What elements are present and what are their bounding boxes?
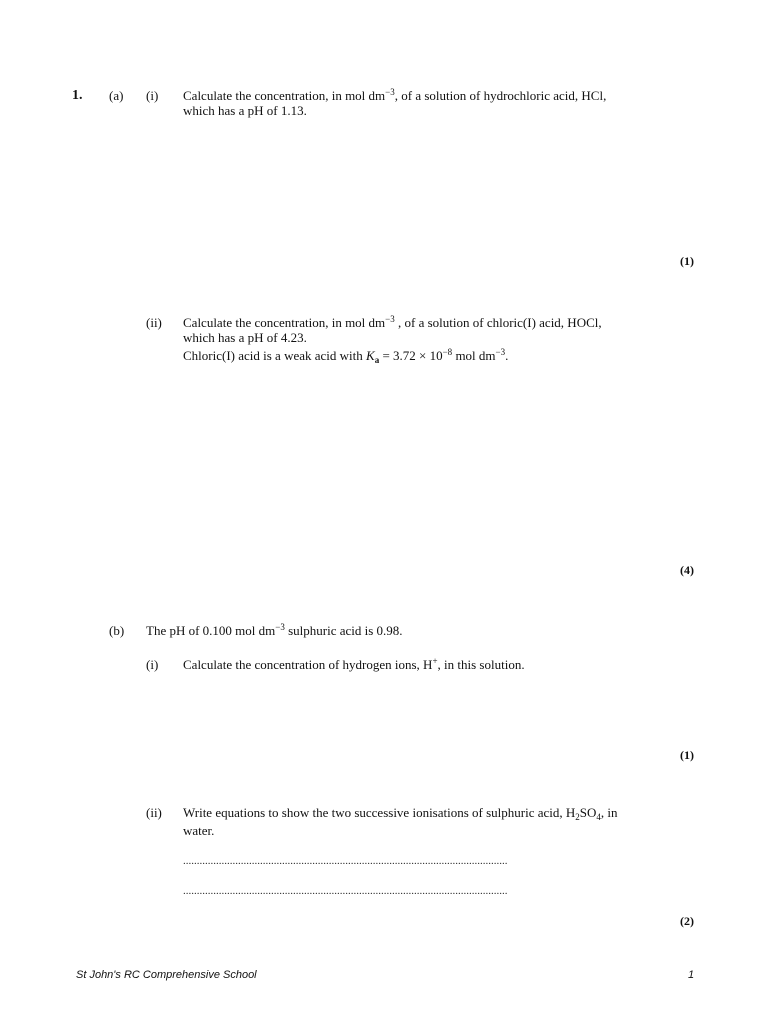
part-b-label: (b) [109, 623, 125, 638]
text-run: mol dm [452, 348, 496, 363]
text-run: . [505, 348, 509, 363]
part-b-ii-marks: (2) [680, 914, 694, 928]
part-b-intro [146, 623, 403, 639]
text-run: , in [600, 805, 618, 820]
part-a-label: (a) [109, 88, 124, 103]
part-b-ii-line2: water. [183, 823, 215, 838]
part-b-i-label: (i) [146, 657, 159, 672]
part-b-i-text [183, 657, 525, 673]
superscript: −3 [385, 87, 395, 97]
answer-line-2[interactable]: ...................................................................................................................... [183, 885, 508, 897]
text-run: , in this solution. [437, 657, 525, 672]
text-run: Calculate the concentration of hydrogen ions, H [183, 657, 433, 672]
text-run: Calculate the concentration, in mol dm [183, 315, 386, 330]
text-run: sulphuric acid is 0.98. [284, 623, 403, 638]
superscript: −3 [385, 314, 395, 324]
text-run: , of a solution of hydrochloric acid, HCl, [394, 88, 607, 103]
superscript: −8 [442, 347, 453, 357]
part-a-ii-line1 [183, 315, 602, 331]
answer-line-1[interactable]: ...................................................................................................................... [183, 855, 508, 867]
superscript: + [432, 656, 438, 666]
part-a-i-label: (i) [146, 88, 159, 103]
text-run: , of a solution of chloric(I) acid, HOCl, [394, 315, 602, 330]
part-a-i-line2: which has a pH of 1.13. [183, 103, 307, 118]
ka-letter: K [366, 348, 375, 363]
part-a-ii-line3 [183, 348, 508, 364]
ka-subscript: a [374, 355, 380, 365]
footer-page-number: 1 [688, 969, 695, 981]
part-a-ii-label: (ii) [146, 315, 162, 330]
part-a-ii-marks: (4) [680, 563, 694, 577]
text-run: Calculate the concentration, in mol dm [183, 88, 386, 103]
subscript: 4 [596, 812, 601, 822]
part-b-i-marks: (1) [680, 748, 694, 762]
part-b-ii-label: (ii) [146, 805, 162, 820]
text-run: Chloric(I) acid is a weak acid with [183, 348, 367, 363]
ka-symbol [366, 348, 379, 363]
text-run: Write equations to show the two successive ionisations of sulphuric acid, H [183, 805, 576, 820]
footer-school-name: St John's RC Comprehensive School [76, 969, 257, 981]
question-number: 1. [72, 88, 83, 103]
part-b-ii-line1 [183, 805, 618, 821]
part-a-i-marks: (1) [680, 254, 694, 268]
text-run: = 3.72 × 10 [379, 348, 443, 363]
part-a-ii-line2: which has a pH of 4.23. [183, 330, 307, 345]
superscript: −3 [495, 347, 506, 357]
text-run: SO [579, 805, 597, 820]
text-run: The pH of 0.100 mol dm [146, 623, 276, 638]
superscript: −3 [275, 622, 285, 632]
part-a-i-line1 [183, 88, 606, 104]
subscript: 2 [575, 812, 580, 822]
